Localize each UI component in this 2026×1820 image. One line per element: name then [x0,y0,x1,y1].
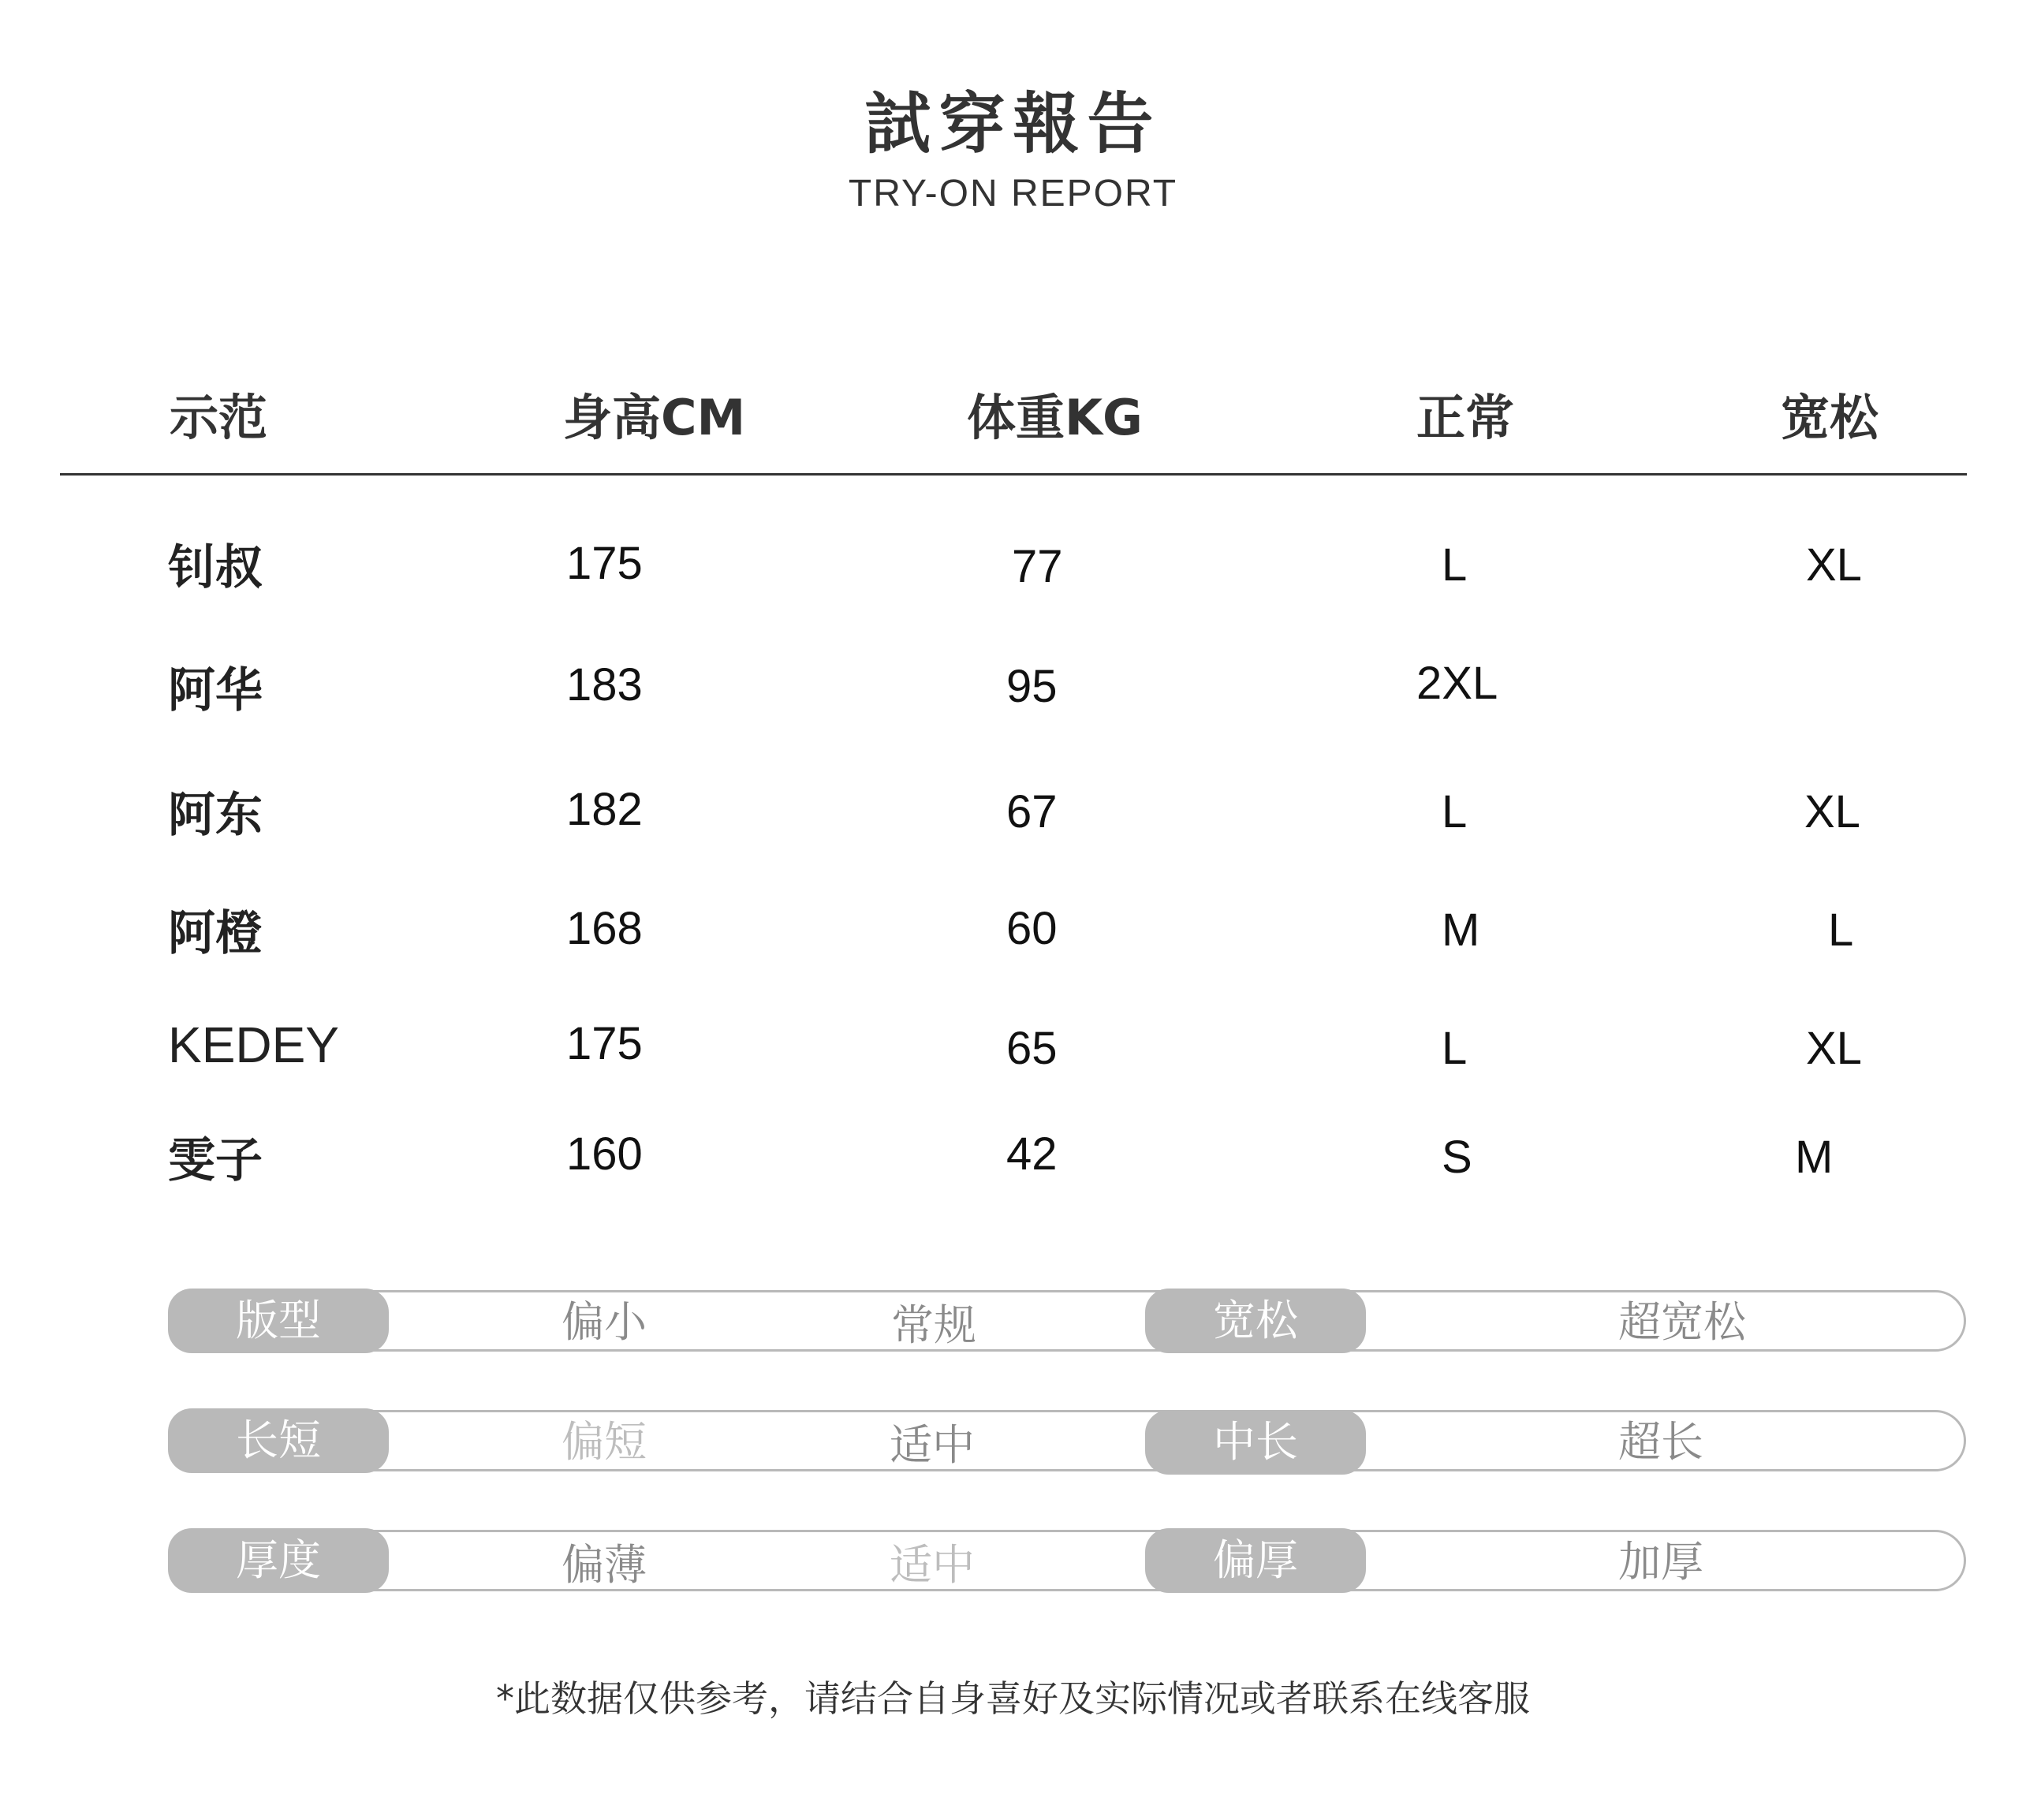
column-header-loose: 宽松 [1781,389,1879,446]
thickness-option-thick-selected: 偏厚 [1145,1528,1366,1593]
disclaimer-footnote: *此数据仅供参考，请结合自身喜好及实际情况或者联系在线客服 [496,1677,1530,1720]
row-normal-size: L [1442,786,1468,837]
row-height: 175 [566,538,643,589]
row-loose-size: XL [1806,539,1862,591]
row-height: 183 [566,659,643,710]
row-name: 阿橙 [168,906,263,961]
row-weight: 95 [1006,661,1058,712]
row-weight: 77 [1012,541,1063,592]
fit-option-loose-selected: 宽松 [1145,1289,1366,1353]
row-loose-size: M [1795,1132,1834,1183]
length-option-mid-long-selected: 中长 [1145,1410,1366,1475]
row-normal-size: S [1442,1132,1472,1183]
row-loose-size: XL [1804,786,1860,837]
row-height: 182 [566,784,643,835]
thickness-option-medium: 适中 [890,1540,975,1590]
report-subtitle: TRY-ON REPORT [848,173,1178,214]
fit-option-small: 偏小 [562,1297,647,1347]
column-header-height: 身高CM [563,389,746,446]
row-weight: 42 [1006,1128,1058,1180]
row-name: 阿华 [168,663,263,718]
length-option-extra-long: 超长 [1618,1417,1703,1467]
column-header-normal: 正常 [1416,389,1515,446]
row-loose-size: XL [1806,1023,1862,1074]
row-height: 160 [566,1128,643,1180]
row-weight: 67 [1006,786,1058,837]
row-height: 168 [566,903,643,954]
length-scale-label: 长短 [168,1408,389,1473]
row-weight: 65 [1006,1023,1058,1074]
row-name: 雯子 [168,1133,263,1188]
header-divider [60,473,1967,476]
fit-scale-label: 版型 [168,1289,389,1353]
row-name: 阿东 [168,788,263,843]
row-normal-size: L [1442,1023,1468,1074]
thickness-option-extra-thick: 加厚 [1618,1537,1703,1587]
thickness-option-thin: 偏薄 [562,1540,647,1590]
thickness-scale-label: 厚度 [168,1528,389,1593]
column-header-weight: 体重KG [967,389,1143,446]
row-name: 钊叔 [168,540,263,595]
row-name: KEDEY [168,1016,339,1073]
fit-option-extra-loose: 超宽松 [1618,1297,1746,1347]
column-header-model: 示范 [170,389,268,446]
row-loose-size: L [1828,904,1854,956]
length-option-short: 偏短 [562,1417,647,1467]
row-normal-size: M [1442,904,1480,956]
report-title: 試穿報告 [864,85,1162,162]
fit-option-regular: 常规 [891,1300,976,1350]
row-weight: 60 [1006,903,1058,954]
row-normal-size: L [1442,539,1468,591]
row-normal-size: 2XL [1416,658,1498,709]
length-option-medium: 适中 [890,1420,975,1470]
row-height: 175 [566,1018,643,1069]
